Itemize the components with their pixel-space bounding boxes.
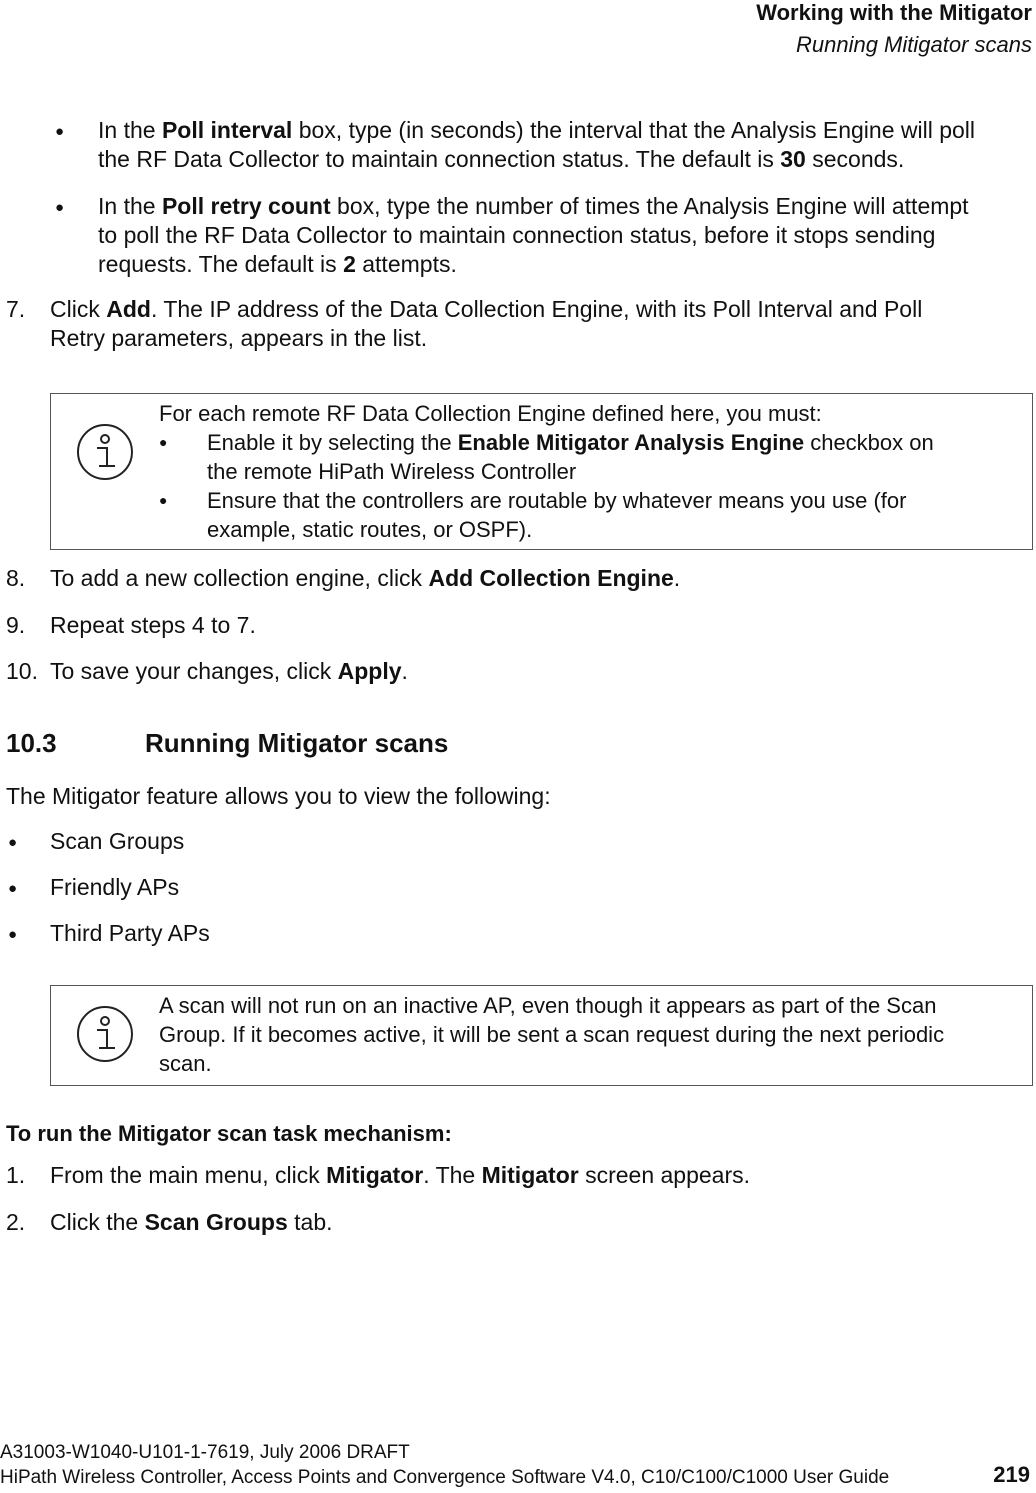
section-number: 10.3 [6, 728, 57, 758]
bullet-dot: ● [55, 199, 65, 216]
note-2-text: A scan will not run on an inactive AP, even though it appears as part of the Scan Group. If it becomes active, it will be sent a scan request during the next periodic scan. [159, 993, 945, 1076]
list-item-third-party-aps: Third Party APs [50, 920, 210, 946]
bullet-dot: ● [8, 880, 18, 897]
info-note-icon [75, 422, 135, 482]
list-item-scan-groups: Scan Groups [50, 828, 185, 854]
info-note-icon [75, 1004, 135, 1064]
bullet-poll-retry-count: In the Poll retry count box, type the number of times the Analysis Engine will attempt to poll the RF Data Collector to maintain connection status, before it stops sending requests. The default is 2 attempts. [98, 193, 969, 277]
step-number: 8. [6, 565, 26, 591]
section-title: Running Mitigator scans [145, 728, 449, 758]
bullet-dot: ● [55, 123, 65, 140]
note-1-item: ● Enable it by selecting the Enable Mitigator Analysis Engine checkbox on the remote HiPath Wireless Controller [159, 430, 934, 484]
procedure-step-2: Click the Scan Groups tab. [50, 1209, 333, 1235]
step-10-text: To save your changes, click Apply. [50, 658, 408, 684]
step-number: 10. [6, 658, 38, 684]
step-number: 2. [6, 1209, 26, 1235]
poll-interval-term: Poll interval [161, 117, 293, 143]
footer-product-title: HiPath Wireless Controller, Access Points and Convergence Software V4.0, C10/C100/C1000 User Guide [0, 1467, 890, 1488]
list-item-friendly-aps: Friendly APs [50, 874, 180, 900]
step-number: 9. [6, 612, 26, 638]
footer-document-id: A31003-W1040-U101-1-7619, July 2006 DRAFT [0, 1442, 410, 1463]
step-number: 1. [6, 1162, 26, 1188]
running-header-chapter: Working with the Mitigator [756, 0, 1032, 25]
note-box-inactive-ap [50, 985, 1033, 1086]
step-7-text: Click Add. The IP address of the Data Collection Engine, with its Poll Interval and Poll Retry parameters, appears in the list. [50, 296, 923, 351]
procedure-heading: To run the Mitigator scan task mechanism: [6, 1121, 452, 1146]
bullet-poll-interval: In the Poll interval box, type (in seconds) the interval that the Analysis Engine will poll the RF Data Collector to maintain connection status. The default is 30 seconds. [98, 117, 976, 172]
step-8-text: To add a new collection engine, click Add Collection Engine. [50, 565, 681, 591]
bullet-dot: ● [8, 926, 18, 943]
poll-retry-count-term: Poll retry count [161, 193, 331, 219]
note-1-item: ● Ensure that the controllers are routable by whatever means you use (for example, static routes, or OSPF). [159, 488, 907, 542]
note-1-text: For each remote RF Data Collection Engine defined here, you must: ● Enable it by selecting the Enable Mitigator Analysis Engine checkbox on the remote HiPath Wireless Controller ● Ensure that the controllers are routable by whatever means you use (for example, static routes, or OSPF). [159, 399, 1024, 544]
step-number: 7. [6, 296, 26, 322]
page-number: 219 [993, 1462, 1030, 1487]
step-9-text: Repeat steps 4 to 7. [50, 612, 256, 638]
section-intro: The Mitigator feature allows you to view the following: [6, 783, 551, 809]
bullet-dot: ● [8, 834, 18, 851]
note-box-remote-engine [50, 393, 1033, 550]
running-header-section: Running Mitigator scans [795, 32, 1032, 57]
procedure-step-1: From the main menu, click Mitigator. The Mitigator screen appears. [50, 1162, 751, 1188]
